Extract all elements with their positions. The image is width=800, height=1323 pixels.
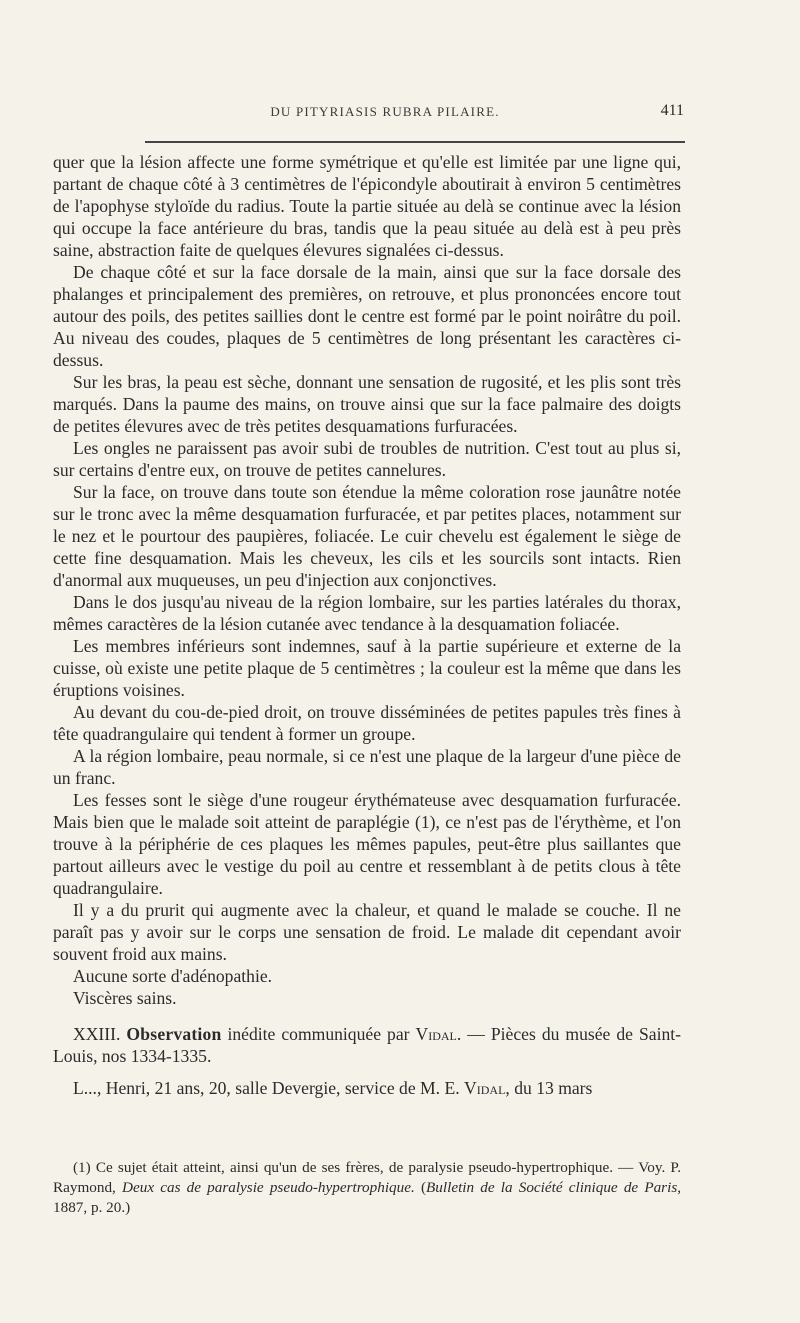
footnote-title: Deux cas de paralysie pseudo-hypertrophique. bbox=[122, 1179, 415, 1196]
observation-text-b: . — Pièces du musée de Saint-Louis, nos 1334-1335. bbox=[53, 1024, 681, 1066]
observation-author: Vidal bbox=[415, 1024, 457, 1044]
observation-heading bbox=[53, 1023, 681, 1067]
observation-number: XXIII. bbox=[73, 1024, 121, 1044]
observation-label: Observation bbox=[126, 1024, 222, 1044]
paragraph: Au devant du cou-de-pied droit, on trouve disséminées de petites papules très fines à tête quadrangulaire qui tendent à former un groupe. bbox=[53, 702, 681, 744]
running-title: DU PITYRIASIS RUBRA PILAIRE. bbox=[270, 104, 500, 119]
page-number: 411 bbox=[660, 102, 684, 119]
case-line-text-a: L..., Henri, 21 ans, 20, salle Devergie, service de M. E. bbox=[73, 1078, 465, 1098]
paragraph: Aucune sorte d'adénopathie. bbox=[73, 966, 273, 986]
paragraph: De chaque côté et sur la face dorsale de la main, ainsi que sur la face dorsale des phalanges et principalement des premières, on retrouve, et plus prononcées encore tout autour des poils, des petites saillies dont le centre est formé par le point noirâtre du poil. Au niveau des coudes, plaques de 5 centimètres de long présentant les caractères ci-dessus. bbox=[53, 262, 681, 370]
footnote-journal: Bulletin de la Société clinique de Paris bbox=[426, 1179, 678, 1196]
page-header bbox=[90, 102, 684, 126]
footnote-text-a: (1) Ce sujet était atteint, ainsi qu'un de ses frères, de paralysie pseudo-hypertrophique. — Voy. P. Raymond, bbox=[53, 1159, 681, 1196]
footnote-close: , 1887, p. 20.) bbox=[53, 1179, 682, 1216]
paragraph: Les ongles ne paraissent pas avoir subi de troubles de nutrition. C'est tout au plus si, sur certains d'entre eux, on trouve de petites cannelures. bbox=[53, 438, 681, 480]
header-rule bbox=[145, 141, 685, 143]
body-text bbox=[53, 151, 681, 1099]
paragraph: quer que la lésion affecte une forme symétrique et qu'elle est limitée par une ligne qui, partant de chaque côté à 3 centimètres de l'épicondyle aboutirait à environ 5 centimètres de l'apophyse styloïde du radius. Toute la partie située au delà se continue avec la lésion qui occupe la face antérieure du bras, tandis que la peau située au delà est à peu près saine, abstraction faite de quelques élevures signalées ci-dessus. bbox=[53, 152, 681, 260]
footnotes bbox=[53, 1158, 681, 1218]
paragraph: Sur la face, on trouve dans toute son étendue la même coloration rose jaunâtre notée sur le tronc avec la même desquamation furfuracée, et par petites places, notamment sur le nez et le pourtour des paupières, foliacée. Le cuir chevelu est également le siège de cette fine desquamation. Mais les cheveux, les cils et les sourcils sont intacts. Rien d'anormal aux muqueuses, un peu d'injection aux conjonctives. bbox=[53, 482, 681, 590]
footnote-open: ( bbox=[420, 1179, 427, 1196]
case-line bbox=[53, 1077, 681, 1099]
observation-text-a: inédite communiquée par bbox=[221, 1024, 416, 1044]
paragraph: Dans le dos jusqu'au niveau de la région lombaire, sur les parties latérales du thorax, mêmes caractères de la lésion cutanée avec tendance à la desquamation foliacée. bbox=[53, 592, 681, 634]
paragraph: Il y a du prurit qui augmente avec la chaleur, et quand le malade se couche. Il ne paraît pas y avoir sur le corps une sensation de froid. Le malade dit cependant avoir souvent froid aux mains. bbox=[53, 900, 681, 964]
paragraph: Sur les bras, la peau est sèche, donnant une sensation de rugosité, et les plis sont très marqués. Dans la paume des mains, on trouve ainsi que sur la face palmaire des doigts de petites élevures avec de très petites desquamations furfuracées. bbox=[53, 372, 681, 436]
case-line-author: Vidal bbox=[464, 1078, 506, 1098]
paragraph: Les membres inférieurs sont indemnes, sauf à la partie supérieure et externe de la cuisse, où existe une petite plaque de 5 centimètres ; la couleur est la même que dans les éruptions voisines. bbox=[53, 636, 681, 700]
paragraph: A la région lombaire, peau normale, si ce n'est une plaque de la largeur d'une pièce de un franc. bbox=[53, 746, 681, 788]
case-line-text-b: , du 13 mars bbox=[505, 1078, 593, 1098]
paragraph: Les fesses sont le siège d'une rougeur érythémateuse avec desquamation furfuracée. Mais bien que le malade soit atteint de paraplégie (1), ce n'est pas de l'érythème, et l'on trouve à la périphérie de ces plaques les mêmes papules, peut-être plus saillantes que partout ailleurs avec le vestige du poil au centre et ressemblant à de petits clous à tête quadrangulaire. bbox=[53, 790, 681, 898]
paragraph: Viscères sains. bbox=[73, 988, 177, 1008]
footnote bbox=[53, 1158, 681, 1218]
